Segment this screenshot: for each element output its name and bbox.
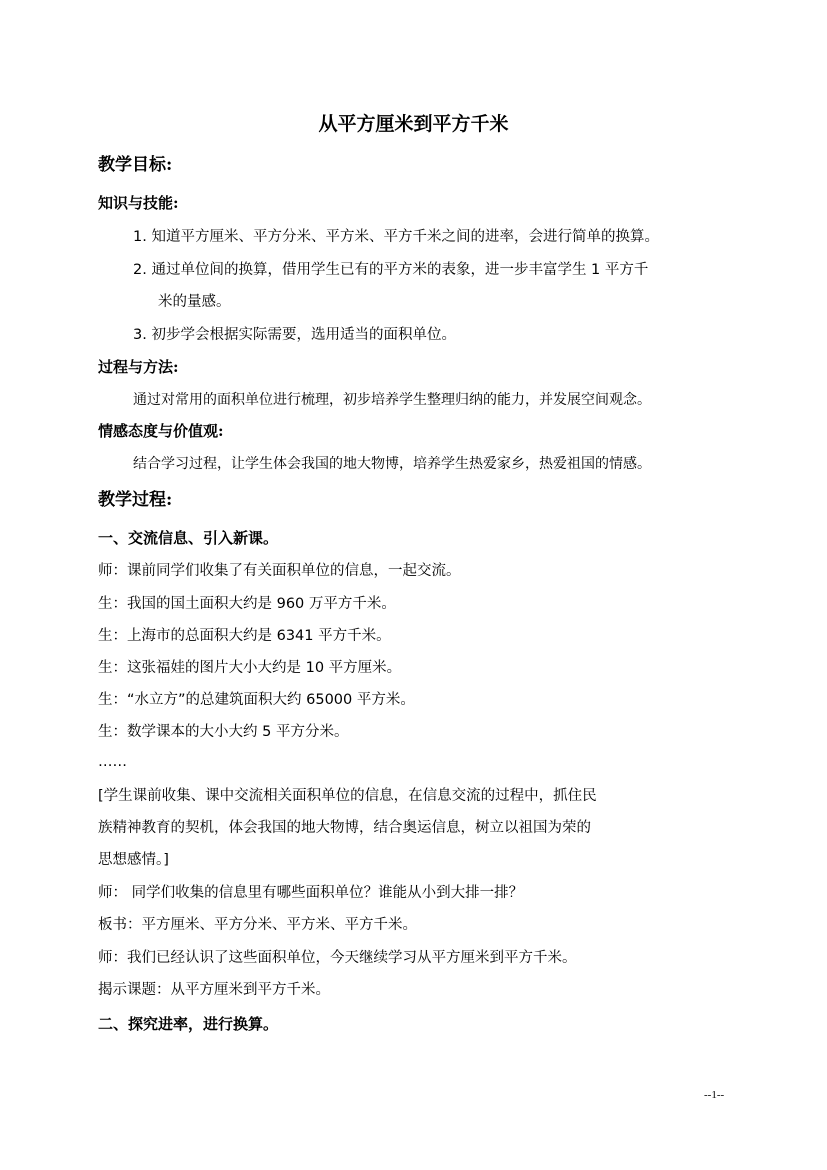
ellipsis: …… [98, 754, 127, 770]
dialog-line: 师： 同学们收集的信息里有哪些面积单位？谁能从小到大排一排？ [98, 885, 524, 901]
emotion-text: 结合学习过程，让学生体会我国的地大物博，培养学生热爱家乡，热爱祖国的情感。 [133, 456, 651, 472]
note-line: 思想感情。] [98, 852, 169, 868]
dialog-line: 揭示课题：从平方厘米到平方千米。 [98, 982, 330, 998]
note-line: 族精神教育的契机，体会我国的地大物博，结合奥运信息，树立以祖国为荣的 [98, 820, 591, 836]
knowledge-item: 2. 通过单位间的换算，借用学生已有的平方米的表象，进一步丰富学生 1 平方千 [133, 262, 649, 278]
knowledge-item-continued: 米的量感。 [158, 294, 231, 310]
knowledge-item: 1. 知道平方厘米、平方分米、平方米、平方千米之间的进率，会进行简单的换算。 [133, 229, 659, 245]
knowledge-item: 3. 初步学会根据实际需要，选用适当的面积单位。 [133, 327, 456, 343]
knowledge-heading: 知识与技能: [98, 194, 179, 212]
note-line: [学生课前收集、课中交流相关面积单位的信息，在信息交流的过程中，抓住民 [98, 788, 597, 804]
page-title: 从平方厘米到平方千米 [318, 113, 509, 135]
goals-heading: 教学目标: [98, 155, 173, 175]
page-number: --1-- [704, 1089, 725, 1101]
dialog-line: 生：上海市的总面积大约是 6341 平方千米。 [98, 628, 391, 644]
dialog-line: 生：这张福娃的图片大小大约是 10 平方厘米。 [98, 660, 402, 676]
dialog-line: 生：我国的国土面积大约是 960 万平方千米。 [98, 596, 396, 612]
process-section-heading: 教学过程: [98, 490, 173, 510]
section1-heading: 一、交流信息、引入新课。 [98, 529, 279, 547]
dialog-line: 生：数学课本的大小大约 5 平方分米。 [98, 724, 349, 740]
dialog-line: 师：我们已经认识了这些面积单位，今天继续学习从平方厘米到平方千米。 [98, 950, 577, 966]
process-heading: 过程与方法: [98, 358, 179, 376]
emotion-heading: 情感态度与价值观: [98, 422, 224, 440]
dialog-line: 师：课前同学们收集了有关面积单位的信息，一起交流。 [98, 563, 461, 579]
dialog-line: 板书：平方厘米、平方分米、平方米、平方千米。 [98, 917, 417, 933]
process-text: 通过对常用的面积单位进行梳理，初步培养学生整理归纳的能力，并发展空间观念。 [133, 392, 651, 408]
section2-heading: 二、探究进率，进行换算。 [98, 1015, 279, 1033]
dialog-line: 生：“水立方”的总建筑面积大约 65000 平方米。 [98, 692, 415, 708]
